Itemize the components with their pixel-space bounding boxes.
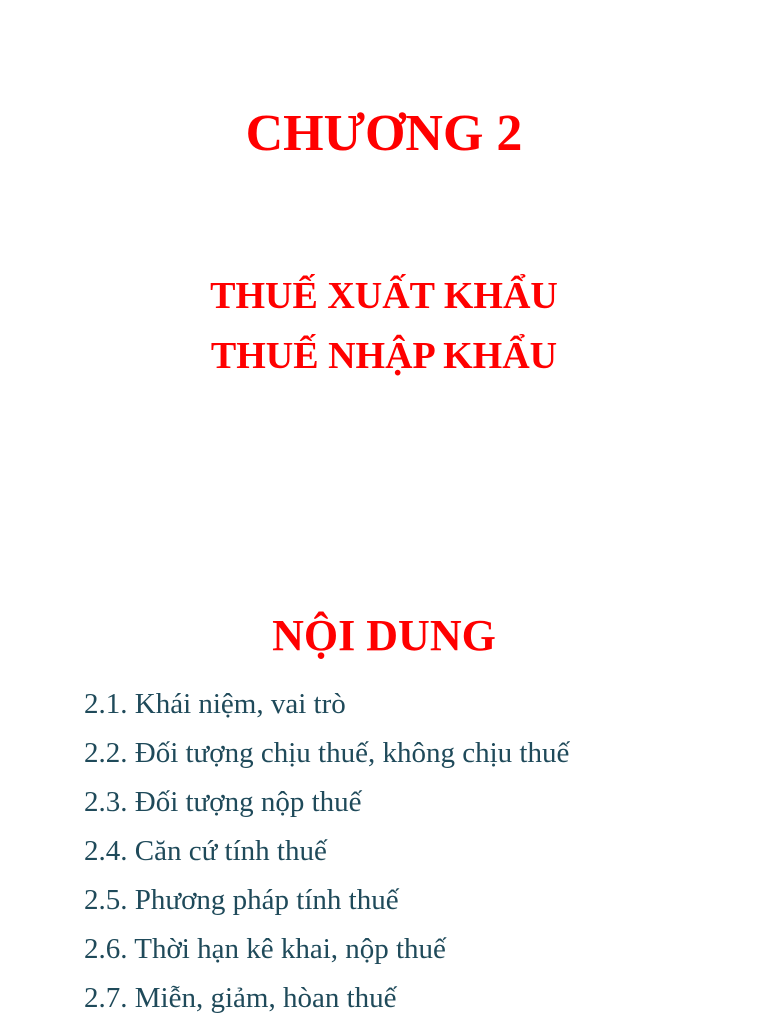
subtitle-import-tax: THUẾ NHẬP KHẨU: [210, 335, 558, 377]
contents-item-2-3: 2.3. Đối tượng nộp thuế: [84, 786, 362, 818]
contents-list: [84, 680, 569, 1023]
contents-item-2-7: 2.7. Miễn, giảm, hòan thuế: [84, 982, 397, 1014]
contents-item-2-6: 2.6. Thời hạn kê khai, nộp thuế: [84, 933, 446, 965]
contents-item-2-1: 2.1. Khái niệm, vai trò: [84, 688, 346, 720]
contents-heading: NỘI DUNG: [272, 611, 496, 660]
subtitle-export-tax: THUẾ XUẤT KHẨU: [210, 275, 558, 317]
contents-item-2-4: 2.4. Căn cứ tính thuế: [84, 835, 327, 867]
contents-item-2-2: 2.2. Đối tượng chịu thuế, không chịu thuế: [84, 737, 570, 769]
contents-item-2-5: 2.5. Phương pháp tính thuế: [84, 884, 399, 916]
chapter-title: CHƯƠNG 2: [245, 105, 523, 162]
